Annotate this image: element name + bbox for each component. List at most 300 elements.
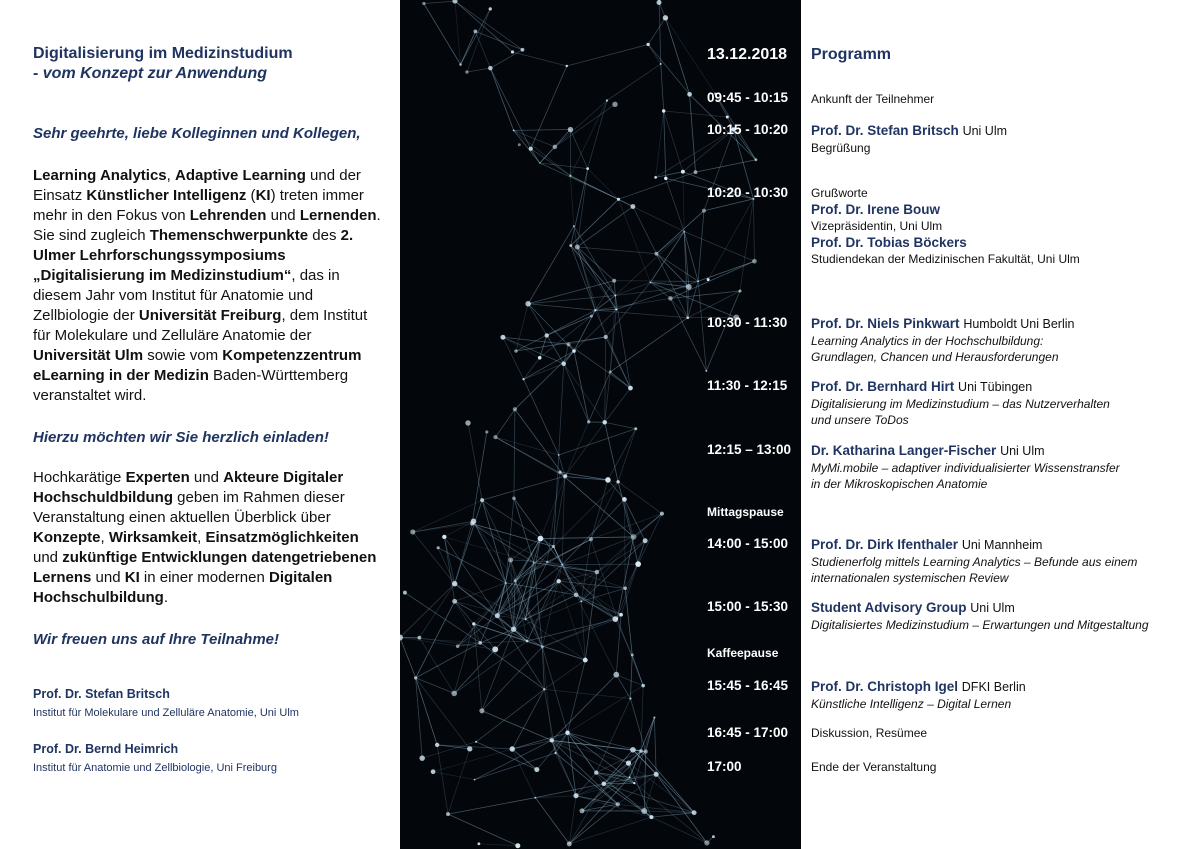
- network-link: [482, 476, 565, 500]
- network-node: [572, 349, 576, 353]
- speaker-line: [811, 536, 1191, 554]
- network-node: [630, 747, 636, 753]
- network-link: [588, 169, 619, 200]
- network-link: [648, 18, 665, 45]
- network-link: [475, 753, 556, 780]
- text-run: und der Einsatz: [33, 167, 361, 204]
- network-node: [442, 535, 446, 539]
- network-node: [505, 582, 507, 584]
- network-link: [570, 130, 587, 169]
- network-link: [696, 160, 756, 172]
- network-link: [591, 480, 608, 539]
- network-node: [616, 802, 620, 806]
- network-link: [513, 52, 567, 66]
- speaker-affiliation: Uni Ulm: [1000, 444, 1045, 458]
- talk-title: Studienerfolg mittels Learning Analytics – Befunde aus einem: [811, 555, 1138, 569]
- text-run: KI: [124, 569, 140, 586]
- network-node: [525, 301, 531, 307]
- network-link: [490, 50, 522, 68]
- network-link: [574, 309, 616, 351]
- network-node: [465, 420, 470, 425]
- network-link: [618, 774, 656, 804]
- text-run: in einer modernen: [139, 569, 269, 586]
- network-node: [644, 749, 648, 753]
- network-node: [538, 356, 542, 360]
- greeting: Sehr geehrte, liebe Kolleginnen und Kollegen,: [33, 125, 361, 142]
- signature-name-2: Prof. Dr. Bernd Heimrich: [33, 742, 179, 756]
- network-link: [531, 66, 567, 149]
- network-node: [470, 522, 474, 526]
- network-link: [495, 437, 558, 455]
- network-node: [668, 296, 672, 300]
- network-node: [567, 342, 571, 346]
- schedule-entry: [811, 185, 1191, 267]
- network-node: [518, 143, 521, 146]
- signature-institute-1: Institut für Molekulare und Zelluläre Anatomie, Uni Ulm: [33, 707, 299, 719]
- network-link: [475, 31, 490, 68]
- network-node: [456, 644, 460, 648]
- network-link: [503, 337, 569, 344]
- network-node: [609, 370, 612, 373]
- network-node: [617, 198, 620, 201]
- network-node: [601, 781, 606, 786]
- network-link: [568, 344, 630, 388]
- network-node: [573, 793, 578, 798]
- schedule-entry: [811, 536, 1191, 586]
- speaker-affiliation: Uni Mannheim: [961, 538, 1043, 552]
- network-node: [589, 537, 593, 541]
- schedule-entry: [811, 599, 1191, 633]
- network-node: [534, 767, 539, 772]
- network-link: [559, 364, 564, 455]
- network-link: [503, 337, 524, 379]
- network-node: [660, 63, 662, 65]
- network-link: [617, 619, 643, 686]
- talk-title: und unsere ToDos: [811, 413, 909, 427]
- speaker-name: Prof. Dr. Dirk Ifenthaler: [811, 537, 959, 552]
- network-node: [604, 335, 608, 339]
- network-node: [622, 497, 627, 502]
- network-link: [665, 18, 689, 94]
- network-node: [553, 145, 558, 150]
- speaker-name: Student Advisory Group: [811, 600, 967, 615]
- network-link: [562, 564, 638, 565]
- network-link: [527, 641, 585, 660]
- text-run: geben im Rahmen dieser Veranstaltung einen aktuellen Überblick über: [33, 489, 345, 526]
- network-link: [684, 232, 688, 318]
- network-link: [610, 372, 630, 388]
- network-node: [452, 581, 457, 586]
- network-node: [446, 812, 450, 816]
- network-node: [545, 333, 549, 337]
- network-link: [552, 675, 617, 741]
- network-node: [641, 808, 647, 814]
- network-node: [512, 496, 516, 500]
- talk-title: Digitalisierung im Medizinstudium – das Nutzerverhalten: [811, 397, 1110, 411]
- network-node: [538, 536, 544, 542]
- network-node: [628, 386, 633, 391]
- network-node: [686, 284, 692, 290]
- invitation-column: [33, 44, 383, 776]
- network-node: [403, 591, 407, 595]
- network-node: [410, 529, 415, 534]
- network-link: [664, 111, 728, 117]
- closing-line: Wir freuen uns auf Ihre Teilnahme!: [33, 631, 280, 648]
- network-link: [455, 601, 481, 643]
- text-run: und: [189, 469, 224, 486]
- network-node: [568, 127, 573, 132]
- network-node: [489, 7, 492, 10]
- network-node: [573, 225, 575, 227]
- network-link: [540, 163, 588, 169]
- network-node: [419, 755, 425, 761]
- network-node: [657, 0, 662, 5]
- text-run: und: [91, 569, 125, 586]
- network-link: [458, 581, 515, 647]
- network-link: [448, 814, 518, 846]
- network-link: [540, 147, 555, 163]
- network-link: [597, 541, 645, 572]
- network-link: [654, 718, 656, 775]
- network-link: [740, 199, 753, 291]
- text-run: Akteure Digitaler Hochschuldbildung: [33, 469, 344, 506]
- network-node: [521, 48, 525, 52]
- network-node: [705, 370, 707, 372]
- network-node: [569, 244, 572, 247]
- schedule-entry: [811, 678, 1191, 712]
- signature-name-1: Prof. Dr. Stefan Britsch: [33, 687, 170, 701]
- text-run: des: [308, 227, 341, 244]
- network-node: [488, 66, 493, 71]
- network-node: [472, 622, 475, 625]
- network-node: [631, 534, 637, 540]
- network-link: [641, 751, 694, 813]
- network-node: [606, 99, 608, 101]
- network-node: [474, 779, 476, 781]
- network-link: [698, 261, 754, 281]
- text-run: Hochkarätige: [33, 469, 126, 486]
- network-node: [641, 684, 645, 688]
- text-run: Einsatzmöglichkeiten: [205, 529, 359, 546]
- speaker-name: Prof. Dr. Stefan Britsch: [811, 123, 959, 138]
- speaker-line: [811, 442, 1191, 460]
- text-run: und: [266, 207, 300, 224]
- talk-title: internationalen systemischen Review: [811, 571, 1009, 585]
- network-node: [567, 841, 572, 846]
- network-node: [485, 430, 488, 433]
- text-run: ,: [100, 529, 109, 546]
- network-link: [570, 176, 632, 207]
- network-link: [437, 745, 448, 814]
- text-run: . Sie sind zugleich: [33, 207, 381, 244]
- text-run: Universität Ulm: [33, 347, 144, 364]
- network-node: [612, 279, 616, 283]
- network-node: [437, 546, 440, 549]
- schedule-time: 15:45 - 16:45: [707, 678, 789, 693]
- network-link: [531, 149, 540, 163]
- network-node: [511, 50, 514, 53]
- network-node: [474, 30, 478, 34]
- network-link: [476, 689, 544, 741]
- schedule-text: Vizepräsidentin, Uni Ulm: [811, 219, 943, 233]
- network-link: [688, 287, 689, 318]
- network-link: [605, 337, 606, 422]
- network-link: [480, 641, 527, 643]
- text-run: Lernenden: [299, 207, 377, 224]
- network-link: [569, 804, 617, 844]
- network-node: [633, 782, 635, 784]
- text-run: 2. Ulmer Lehrforschungssymposiums „Digitalisierung im Medizinstudium“: [33, 227, 354, 284]
- text-run: ,: [166, 167, 175, 184]
- network-node: [614, 295, 616, 297]
- text-run: Konzepte: [33, 529, 101, 546]
- network-link: [514, 498, 534, 562]
- network-node: [692, 810, 697, 815]
- text-run: Learning Analytics: [33, 167, 167, 184]
- network-node: [465, 70, 468, 73]
- speaker-affiliation: Uni Ulm: [962, 124, 1008, 138]
- network-link: [444, 537, 534, 563]
- network-node: [513, 130, 515, 132]
- intro-paragraph: [33, 166, 383, 406]
- network-link: [437, 745, 512, 749]
- text-run: Kompetenzzentrum eLearning in der Medizin: [33, 347, 362, 384]
- talk-title: Künstliche Intelligenz – Digital Lernen: [811, 697, 1012, 711]
- network-node: [664, 177, 667, 180]
- network-node: [533, 562, 535, 564]
- network-link: [656, 774, 707, 843]
- network-node: [707, 278, 710, 281]
- schedule-time: Kaffeepause: [707, 646, 779, 660]
- network-node: [704, 840, 709, 845]
- network-node: [480, 498, 484, 502]
- network-node: [552, 545, 555, 548]
- network-node: [726, 115, 729, 118]
- network-node: [495, 613, 500, 618]
- network-link: [512, 749, 535, 798]
- network-node: [612, 102, 617, 107]
- network-node: [546, 561, 548, 563]
- network-link: [567, 44, 648, 66]
- network-node: [616, 480, 619, 483]
- network-link: [661, 64, 664, 111]
- schedule-time: 10:15 - 10:20: [707, 122, 789, 137]
- network-node: [654, 252, 658, 256]
- network-link: [528, 304, 595, 311]
- network-link: [475, 31, 522, 49]
- network-link: [455, 500, 482, 584]
- network-link: [618, 199, 650, 282]
- network-node: [414, 676, 417, 679]
- network-node: [467, 746, 472, 751]
- network-link: [514, 130, 571, 131]
- network-node: [566, 65, 568, 67]
- network-node: [513, 407, 517, 411]
- signature-institute-2: Institut für Anatomie und Zellbiologie, Uni Freiburg: [33, 762, 277, 774]
- schedule-time: 14:00 - 15:00: [707, 536, 789, 551]
- network-node: [653, 717, 655, 719]
- network-link: [482, 647, 542, 711]
- network-link: [630, 655, 632, 699]
- network-link: [512, 740, 552, 749]
- network-node: [654, 176, 657, 179]
- network-node: [623, 587, 626, 590]
- schedule-text: Diskussion, Resümee: [811, 726, 928, 740]
- network-node: [493, 435, 497, 439]
- network-node: [631, 653, 634, 656]
- speaker-name: Prof. Dr. Christoph Igel: [811, 679, 959, 694]
- schedule-time: 10:30 - 11:30: [707, 315, 788, 330]
- network-node: [712, 835, 715, 838]
- schedule-entry: [811, 122, 1191, 156]
- network-link: [506, 583, 576, 595]
- network-link: [664, 111, 683, 172]
- network-node: [594, 309, 596, 311]
- text-run: Experten: [125, 469, 190, 486]
- network-node: [479, 708, 484, 713]
- text-run: Wirksamkeit: [108, 529, 198, 546]
- network-node: [500, 335, 505, 340]
- network-link: [704, 199, 753, 211]
- doc-subtitle: - vom Konzept zur Anwendung: [33, 65, 268, 82]
- network-link: [506, 498, 514, 583]
- network-link: [565, 477, 608, 480]
- speaker-line: [811, 378, 1191, 396]
- schedule-time: 09:45 - 10:15: [707, 90, 789, 105]
- network-node: [477, 842, 480, 845]
- talk-title: in der Mikroskopischen Anatomie: [811, 477, 988, 491]
- network-link: [574, 226, 616, 295]
- schedule-time: 17:00: [707, 759, 742, 774]
- network-node: [451, 691, 457, 697]
- network-link: [616, 675, 630, 699]
- network-node: [514, 579, 517, 582]
- schedule-time: 15:00 - 15:30: [707, 599, 789, 614]
- network-link: [568, 733, 635, 783]
- network-link: [514, 581, 516, 630]
- schedule-entry: [811, 90, 1191, 107]
- network-node: [613, 672, 619, 678]
- network-node: [510, 746, 515, 751]
- network-node: [605, 477, 611, 483]
- network-link: [624, 499, 625, 588]
- network-node: [514, 349, 517, 352]
- network-link: [416, 643, 481, 678]
- talk-title: Digitalisiertes Medizinstudium – Erwartungen und Mitgestaltung: [811, 618, 1149, 632]
- network-link: [535, 798, 569, 844]
- network-link: [618, 429, 636, 482]
- network-node: [687, 92, 692, 97]
- network-link: [461, 31, 476, 64]
- schedule-text: Grußworte: [811, 186, 868, 200]
- speaker-line: [811, 599, 1191, 617]
- network-node: [590, 314, 593, 317]
- network-link: [479, 844, 518, 846]
- network-link: [424, 4, 461, 65]
- network-node: [543, 688, 545, 690]
- network-link: [706, 291, 740, 371]
- network-node: [511, 626, 517, 632]
- speaker-affiliation: Uni Ulm: [970, 601, 1015, 615]
- network-link: [444, 537, 497, 616]
- network-link: [570, 176, 573, 226]
- text-run: Lehrenden: [189, 207, 267, 224]
- network-link: [512, 689, 544, 749]
- network-link: [433, 772, 475, 780]
- network-link: [531, 149, 571, 176]
- network-node: [435, 743, 439, 747]
- network-node: [587, 420, 590, 423]
- network-node: [619, 613, 623, 617]
- network-link: [614, 281, 698, 282]
- network-link: [448, 798, 535, 814]
- network-node: [556, 579, 560, 583]
- network-node: [452, 599, 457, 604]
- network-node: [526, 640, 529, 643]
- network-node: [422, 2, 425, 5]
- network-link: [552, 740, 633, 749]
- network-link: [455, 1, 461, 64]
- network-node: [561, 564, 563, 566]
- network-link: [473, 521, 505, 583]
- talk-title: Grundlagen, Chancen und Herausforderungen: [811, 350, 1059, 364]
- text-run: ,: [197, 529, 206, 546]
- network-node: [681, 170, 685, 174]
- network-link: [468, 423, 482, 500]
- network-link: [514, 409, 515, 498]
- network-link: [455, 1, 513, 52]
- network-node: [475, 741, 477, 743]
- network-node: [643, 538, 648, 543]
- network-link: [524, 351, 574, 379]
- network-link: [656, 111, 664, 177]
- network-node: [554, 752, 556, 754]
- doc-title: Digitalisierung im Medizinstudium: [33, 45, 293, 62]
- network-node: [529, 147, 533, 151]
- network-node: [561, 362, 566, 367]
- network-link: [555, 104, 615, 147]
- network-node: [654, 772, 659, 777]
- network-link: [400, 584, 455, 638]
- network-node: [662, 109, 665, 112]
- speaker-name: Dr. Katharina Langer-Fischer: [811, 443, 997, 458]
- network-link: [480, 643, 544, 689]
- network-node: [534, 797, 536, 799]
- speaker-line: [811, 234, 1191, 251]
- network-node: [702, 209, 706, 213]
- network-node: [565, 730, 570, 735]
- network-link: [648, 44, 689, 94]
- network-node: [541, 645, 544, 648]
- network-node: [569, 175, 571, 177]
- text-run: zukünftige Entwicklungen datengetriebenen Lernens: [33, 549, 377, 586]
- network-link: [514, 130, 571, 175]
- network-node: [694, 170, 698, 174]
- network-link: [540, 476, 565, 539]
- schedule-time: 11:30 - 12:15: [707, 378, 788, 393]
- network-node: [686, 316, 689, 319]
- network-link: [467, 68, 490, 72]
- network-link: [625, 588, 632, 655]
- network-node: [417, 636, 421, 640]
- network-node: [649, 281, 651, 283]
- network-link: [569, 796, 576, 844]
- network-link: [577, 247, 656, 254]
- text-run: und: [33, 549, 63, 566]
- network-link: [605, 422, 636, 428]
- network-node: [478, 641, 482, 645]
- network-link: [400, 637, 416, 677]
